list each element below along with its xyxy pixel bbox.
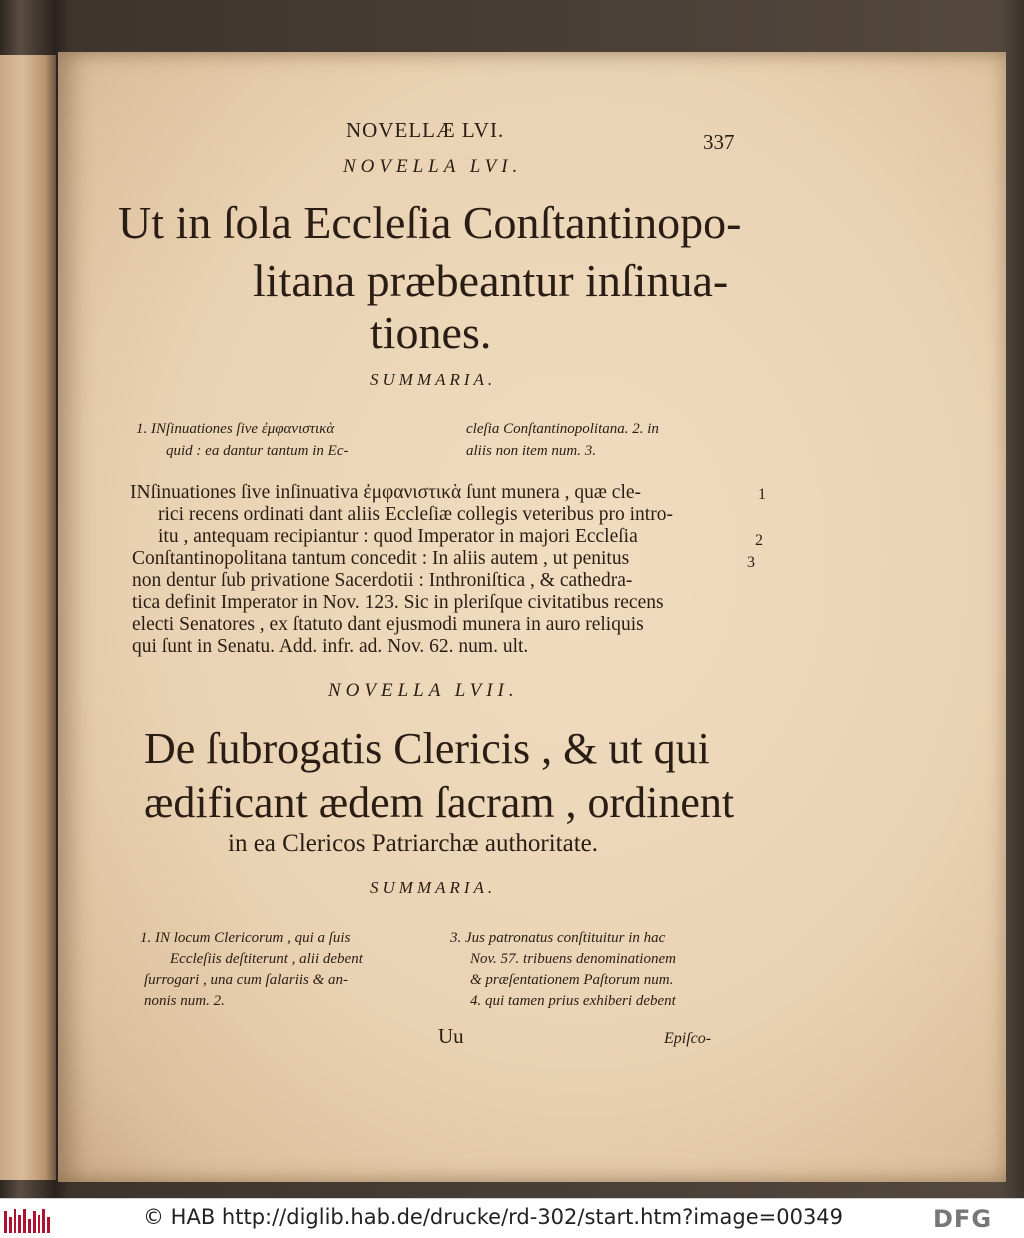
body-line-6: tica definit Imperator in Nov. 123. Sic in pleriſque civitatibus recens: [132, 592, 664, 613]
summaria-57-right-3: & præſentationem Paſtorum num.: [470, 972, 674, 988]
summaria-57-left-2: Eccleſiis deſtiterunt , alii debent: [170, 951, 363, 967]
summaria-56-left-1: 1. INſinuationes ſive ἐμφανιστικὰ: [136, 421, 335, 437]
body-line-5: non dentur ſub privatione Sacerdotii : Inthroniſtica , & cathedra-: [132, 570, 633, 591]
novella-56-title-line-2: litana præbeantur inſinua-: [253, 255, 729, 306]
body-line-1: INſinuationes ſive inſinuativa ἐμφανιστικὰ ſunt munera , quæ cle-: [130, 482, 642, 503]
summaria-57-left-4: nonis num. 2.: [144, 993, 225, 1009]
summaria-heading-57: SUMMARIA.: [370, 878, 497, 897]
novella-57-title-line-1: De ſubrogatis Clericis , & ut qui: [144, 724, 710, 773]
novella-56-label: NOVELLA LVI.: [343, 156, 523, 177]
running-head: NOVELLÆ LVI.: [346, 118, 505, 142]
dfg-logo: DFG: [933, 1205, 993, 1233]
body-line-2: rici recens ordinati dant aliis Eccleſiæ collegis veteribus pro intro-: [158, 504, 673, 525]
body-line-8: qui ſunt in Senatu. Add. infr. ad. Nov. 62. num. ult.: [132, 636, 529, 657]
footer-bar: [0, 1198, 1024, 1238]
body-line-7: electi Senatores , ex ſtatuto dant ejusmodi munera in auro reliquis: [132, 614, 644, 635]
hab-logo-icon: [4, 1207, 50, 1233]
summaria-57-right-4: 4. qui tamen prius exhiberi debent: [470, 993, 676, 1009]
summaria-56-right-2: aliis non item num. 3.: [466, 443, 596, 459]
body-line-4: Conſtantinopolitana tantum concedit : In aliis autem , ut penitus: [132, 548, 630, 569]
book-page: [58, 52, 1006, 1182]
left-page-edge: [0, 55, 56, 1180]
summaria-57-right-1: 3. Jus patronatus conſtituitur in hac: [450, 930, 666, 946]
novella-57-title-sub: in ea Clericos Patriarchæ authoritate.: [228, 830, 599, 857]
summaria-heading-56: SUMMARIA.: [370, 370, 497, 389]
summaria-57-left-1: 1. IN locum Clericorum , qui a ſuis: [140, 930, 351, 946]
summaria-56-left-2: quid : ea dantur tantum in Ec-: [166, 443, 349, 459]
novella-56-title-line-1: Ut in ſola Eccleſia Conſtantinopo-: [118, 197, 742, 248]
margin-number-1: 1: [758, 486, 766, 503]
novella-57-label: NOVELLA LVII.: [328, 680, 519, 701]
summaria-57-right-2: Nov. 57. tribuens denominationem: [470, 951, 676, 967]
margin-number-3: 3: [747, 554, 755, 571]
novella-57-title-line-2: ædificant ædem ſacram , ordinent: [144, 778, 735, 827]
credit-link[interactable]: © HAB http://diglib.hab.de/drucke/rd-302/start.htm?image=00349: [143, 1205, 844, 1229]
margin-number-2: 2: [755, 532, 763, 549]
signature-mark: Uu: [438, 1024, 464, 1048]
body-line-3: itu , antequam recipiantur : quod Imperator in majori Eccleſia: [158, 526, 638, 547]
page-number: 337: [703, 130, 735, 154]
novella-56-title-line-3: tiones.: [370, 307, 492, 358]
summaria-56-right-1: cleſia Conſtantinopolitana. 2. in: [466, 421, 659, 437]
summaria-57-left-3: ſurrogari , una cum ſalariis & an-: [144, 972, 349, 988]
catchword: Epiſco-: [664, 1030, 712, 1047]
